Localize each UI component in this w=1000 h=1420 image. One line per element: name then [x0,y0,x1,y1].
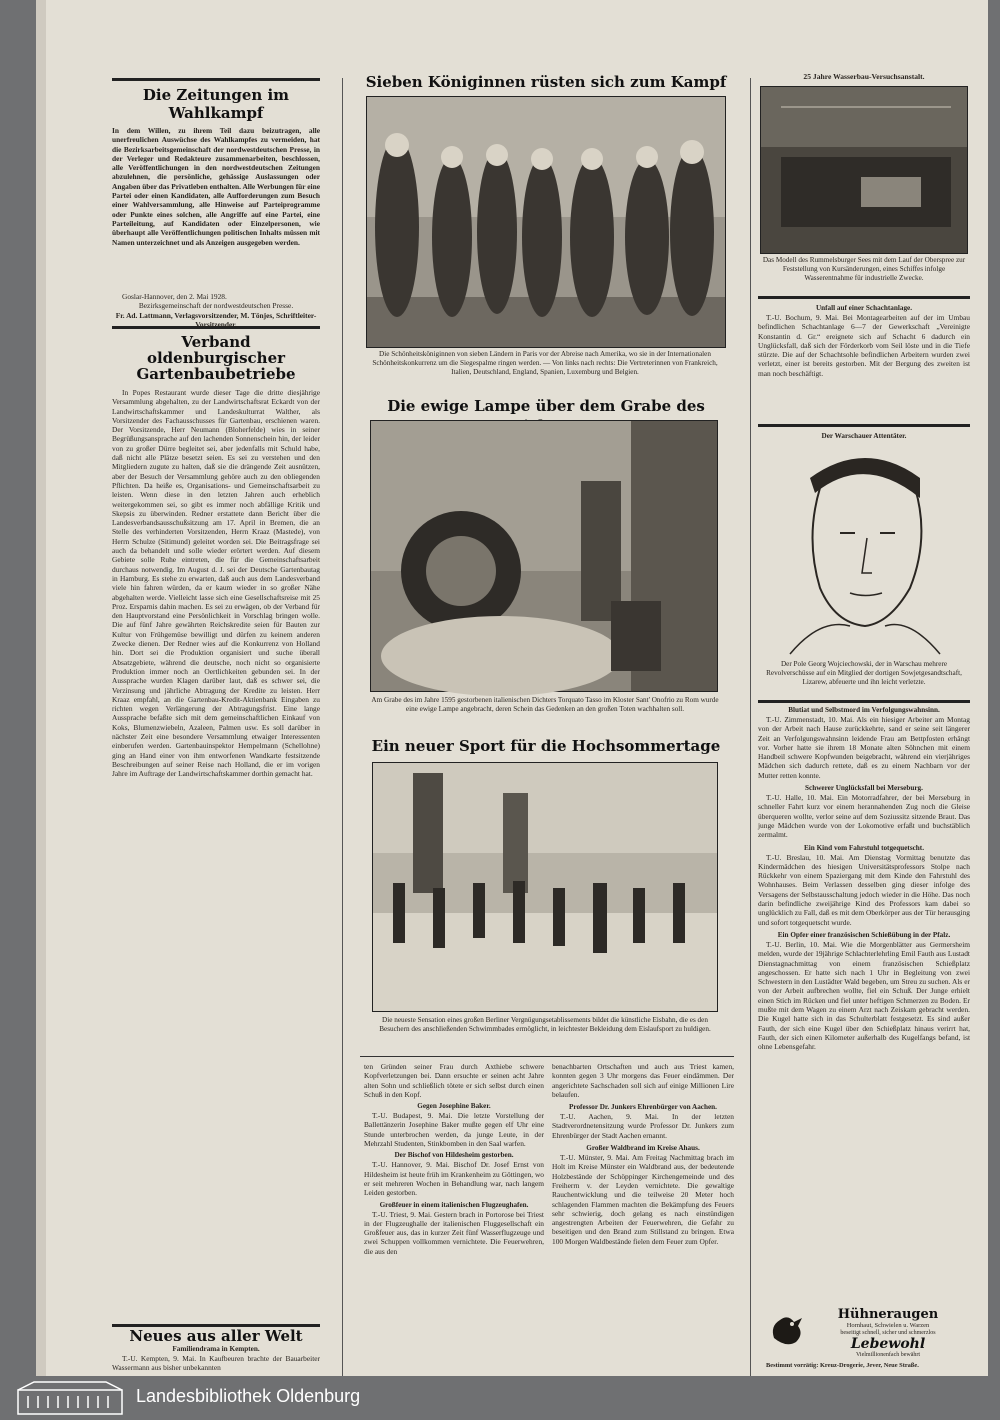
caption [366,1016,724,1050]
photo-model-lake-image [761,87,967,253]
headline: Neues aus aller Welt [129,1327,303,1345]
photo-ice-rink-image [373,763,717,1011]
article-text: T.-U. Bochum, 9. Mai. Bei Montagearbeiten auf der im Umbau befindlichen Schachtanlage 6—7 der Gewerkschaft „Vereinigte Konstantin d. Gr.“ ereignete sich auf Schacht 6 dadurch ein Unglücksfall, daß sich der Förderkorb vom Seil löste und in die Tiefe stürzte. Die auf der Schachtsohle befindlichen Arbeitern wurden zwei verletzt, einer ist bereits gestorben. Mit der Bergung des zweiten ist man noch beschäftigt. [758,313,970,378]
photo-beauty-queens-image [367,97,725,347]
ad-title: Hühneraugen [837,1307,939,1322]
ad-line: beseitigt schnell, sicher und schmerzlos [840,1330,936,1336]
article-text: In Popes Restaurant wurde dieser Tage die dritte diesjährige Versammlung abgehalten, zu der Landwirtschaftsrat Eckardt von der Landwirtschaftskammer und Landeskulturrat Walther, als Vorsitzender des Fachausschusses für Gartenbau, erschienen waren. Der Vorsitzende, Herr Neumann (Bloherfelde) wies in seiner Begrüßungsansprache auf den lachenden Sonnenschein hin, der leider von zu großer Dürre begleitet sei, aber jedenfalls mit Schuld habe, daß nicht alle Plätze besetzt seien. Es sei zu verstehen und den Mitgliedern zugute zu halten, daß sie die drängende Zeit ausnützen, aber der Besuch der Versammlung gehöre auch zu den obliegenden Pflichten. Da heiße es, Organisations- und Gemeinschaftsarbeit zu leisten. Wenn diese in den letzten Jahren auch erheblich weitergekommen sei, so gibt es immer noch abfällige Kritik und Skepsis zu überwinden. Redner erstattete dann Bericht über die Landesverbandsausschußsitzung am 17. April in Bremen, die an Stelle des verhinderten Vorsitzenden, Herrn Kraaz (Mastede), von Herrn Schulze (Sitimund) geleitet worden sei. Die Beitragsfrage sei auch da behandelt und solle wieder erörtert werden. Auf diesem Gebiete solle Ruhe eintreten, die für die Gemeinschaftsarbeit durchaus notwendig. Im August d. J. sei der Deutsche Gartenbautag in Hamburg. Es stehe zu erwarten, daß auch aus dem Landesverband viele hin fahren würden, da er kaum wieder in so großer Nähe abgehalten werde. Vielleicht lasse sich eine Gesellschaftsreise mit 25 Proz. Ersparnis dahin machen. Es sei zu erwägen, ob der Verband für den Hauptvorstand eine Persönlichkeit in Vorschlag bringen wolle. Die auf fünf Jahre gewährten Reichskredite seien für Bauten zur Kultur von Frühgemüse bewilligt und dürfen zu keinem anderen Zwecke dienen. Der Redner wies auf die Konkurrenz von Holland hin. Dort sei die Produktion organisiert und suche überall Absatzgebiete, während die deutsche, noch nicht so organisierte Produktion immer noch an Oertlichkeiten gebunden sei. In der Aussprache wurden Klagen darüber laut, daß es schwer sei, die Verzinsung und jährliche Abtragung der Kredite zu leisten. Herr Kraaz empfahl, an die Gartenbau-Kredit-Aktienbank Eingaben zu richten wegen Verlängerung der Abtragungsfrist. Eine lange Aussprache befaßte sich mit dem gemeinschaftlichen Einkauf von Koks, Blumenzwiebeln, Azaleen, Palmen usw. Es soll darüber in nächster Zeit eine besondere Versammlung etwaiger Interessenten einberufen werden. Gartenbauinspektor Hempelmann (Schellohne) ging an Hand einer von ihm entworfenen Wandkarte festsitzende Beschreibungen auf seiner Reise nach Holland, die er im vorigen Jahre im Auftrage der Landwirtschaftskammer dorthin gemacht hat. [112,388,320,779]
library-name: Landesbibliothek Oldenburg [136,1386,361,1406]
headline: 25 Jahre Wasserbau-Versuchsanstalt. [803,72,925,81]
article-text: T.-U. Breslau, 10. Mai. Am Dienstag Vormittag benutzte das Kindermädchen des hiesigen Universitätsprofessors Stolpe nach Rückkehr von einem Spaziergang mit dem Kinde den Fahrstuhl des Wohnhauses. Beim Verlassen desselben ging dieser infolge des Versagens der Selbstausschaltung jedoch wieder in die Höhe. Das noch darin befindliche zweijährige Kind des Professors kam dabei so unglücklich zu Fall, daß es mit dem Oberkörper aus der Tür herausging und sofort totgequetscht wurde. [758,852,970,927]
subheadline: Unfall auf einer Schachtanlage. [815,304,913,312]
page-edge [36,0,46,1376]
headline: Die ewige Lampe über dem Grabe des [387,397,705,415]
column-rule [342,78,343,1380]
rule [758,424,970,427]
headline-wrap [356,736,736,756]
article-text: T.-U. Hannover, 9. Mai. Bischof Dr. Josef Ernst von Hildesheim ist heute früh im Krankenheim zu Göttingen, wo er seit mehreren Wochen in Behandlung war, nach langem Leiden gestorben. [364,1160,544,1198]
article-neues [112,1328,320,1376]
subheadline: Großer Waldbrand im Kreise Ahaus. [586,1144,700,1153]
photo-caption: Die neueste Sensation eines großen Berliner Vergnügungsetablissements bildet die künstliche Eisbahn, die es den Besuchern des anschließenden Schwimmbades ermöglicht, in leichtester Bekleidung dem Eislaufsport zu huldigen. [379,1016,711,1033]
article-text: T.-U. Berlin, 10. Mai. Wie die Morgenblätter aus Germersheim melden, wurde der 19jährige Schlachterlehrling Emil Fauth aus Lustadt Dienstagnachmittag von einem französischen Schießplatz angeschossen. Er hatte sich nach 1 Uhr in Begleitung von zwei Schwestern in den Lustädter Wald begeben, um Streu zu suchen. Als er von der Arbeit aufbrechen wollte, fiel ein Schuß. Der Junge erhielt einen Stich im Rücken und fiel unter heftigen Schmerzen zu Boden. Er mußte mit dem Wagen zu einem Arzt nach Zeiskam gebracht werden. Die Kugel hatte sich in das Schulterblatt festgesetzt. Es sind außer Fauth, der sich eine Kugel über den Schießplatz hinaus verirrt hat, Fauth, der sich einen Kilometer außerhalb des Kugelfangs befand, ist ohne Lebensgefahr. [758,939,970,1052]
headline: Verband oldenburgischer Gartenbaubetriebe [136,333,296,383]
subheadline: Der Bischof von Hildesheim gestorben. [394,1151,514,1160]
portrait-sketch-image [770,448,958,654]
subheadline: Ein Opfer einer französischen Schießübung in der Pfalz. [777,930,951,939]
photo-caption: Das Modell des Rummelsburger Sees mit dem Lauf der Oberspree zur Feststellung von Kursänderungen, eines Schiffes infolge Wasserentnahme für industrielle Zwecke. [762,256,966,282]
advertisement [766,1308,966,1374]
rule [758,296,970,299]
library-building-icon [14,1380,126,1416]
photo-ice-rink [372,762,718,1012]
article-text: T.-U. Aachen, 9. Mai. In der letzten Stadtverordnetensitzung wurde Professor Dr. Junkers zum Ehrenbürger der Stadt Aachen ernannt. [552,1112,734,1140]
signature: Bezirksgemeinschaft der nordwestdeutschen Presse. [138,301,294,311]
sketch-portrait [770,448,958,654]
article-text: ten Gründen seiner Frau durch Axthiebe schwere Kopfverletzungen bei. Dann ersuchte er seinen acht Jahre alten Sohn und schließlich tötete er sich selbst durch einen Schuß in den Kopf. [364,1062,544,1099]
caption [366,696,724,730]
news-column-b [552,1062,734,1378]
article-text: T.-U. Zimmenstadt, 10. Mai. Als ein hiesiger Arbeiter am Montag von der Arbeit nach Hause zurückkehrte, sand er seine seit längerer Zeit an Verfolgungswahnsinn leidende Frau am Bettpfosten erhängt vor. Vorher hatte sie ihrem 18 Monate alten Söhnchen mit einem Handbeil schwere Kopfwunden beigebracht, während ein vierjähriges Mädchen sich dadurch rettete, daß es zu einem Nachbarn vor der Mutter retten konnte. [758,715,970,780]
article-text: T.-U. Münster, 9. Mai. Am Freitag Nachmittag brach im Holt im Kreise Münster ein Waldbrand aus, der bedeutende Holzbestände der Schöppinger Kirchengemeinde und des Freiherrn v. der Leyden vernichtete. Die gewaltige Rauchentwicklung und die teilweise 20 Meter hoch schlagenden Flammen machten die Bekämpfung des Feuers sehr schwierig, doch gelang es nach einstündigen angestrengten Arbeiten der Feuerwehren, die Gefahr zu beseitigen und den Brand zum Stillstand zu bringen. Etwa 100 Morgen Waldbestände fielen dem Feuer zum Opfer. [552,1153,734,1246]
headline: Ein neuer Sport für die Hochsommertage [371,737,721,755]
news-right [758,706,970,1306]
headline-wrap [356,396,736,416]
headline-wrap [758,72,970,84]
caption [758,256,970,292]
ad-footer: Bestimmt vorrätig: Kreuz-Drogerie, Jever, Neue Straße. [766,1362,919,1369]
article-schacht [758,304,970,422]
subheadline: Schwerer Unglücksfall bei Merseburg. [805,784,923,793]
article-text: benachbarten Ortschaften und auch aus Triest kamen, konnten gegen 3 Uhr morgens das Feuer eindämmen. Der angerichtete Sachschaden soll sich auf einige Millionen Lire belaufen. [552,1062,734,1099]
article-text: In dem Willen, zu ihrem Teil dazu beizutragen, alle unerfreulichen Auswüchse des Wahlkampfes zu vermeiden, hat die Bezirksarbeitsgemeinschaft der nordwestdeutschen Presse, in der Verleger und Redakteure zusammenarbeiten, beschlossen, alle Veröffentlichungen in den nordwestdeutschen Zeitungen abzulehnen, die persönliche, gehässige Auslassungen oder Angaben über das Privatleben enthalten. Alle Werbungen für eine Partei oder einen Kandidaten, alle Aufforderungen zum Besuch einer Wahlversammlung, alle Hinweise auf Parteiprogramme oder Punkte eines solchen, alle Angriffe auf eine Partei, eine Parteileitung, auf Kandidaten oder Einzelpersonen, wie überhaupt alle Veröffentlichungen politischen Inhalts müssen mit Namen unterzeichnet und als Anzeigen ausgegeben werden. [112,126,320,247]
photo-caption: Der Pole Georg Wojciechowski, der in Warschau mehrere Revolverschüsse auf ein Mitglied der dortigen Sowjetgesandtschaft, Lizarew, abfeuerte und ihn leicht verletzte. [766,660,962,686]
signature: Fr. Ad. Lattmann, Verlagsvorsitzender, M. Tönjes, Schriftleiter-Vorsitzender. [115,310,317,329]
ad-brand: Lebewohl [850,1336,926,1352]
article-text: T.-U. Budapest, 9. Mai. Die letzte Vorstellung der Ballettänzerin Josephine Baker mußte gegen elf Uhr eine Stunde unterbrochen werden, da junge Leute, in der Mehrzahl Studenten, Stinkbomben in den Saal warfen. [364,1111,544,1149]
photo-model-lake [760,86,968,254]
photo-tasso-lamp-image [371,421,717,691]
rule [360,1056,734,1057]
rule [112,78,320,81]
subheadline: Großfeuer in einem italienischen Flugzeughafen. [379,1200,529,1209]
ad-line: Hornhaut, Schwielen u. Warzen [846,1322,930,1329]
headline-wrap [356,72,736,92]
column-rule [750,78,751,1380]
news-column-a [364,1062,544,1378]
subheadline: Familiendrama in Kempten. [172,1345,260,1353]
headline: Sieben Königinnen rüsten sich zum Kampf [365,73,727,91]
article-gartenbau [112,334,320,1318]
photo-caption: Am Grabe des im Jahre 1595 gestorbenen italienischen Dichters Torquato Tasso im Kloster Sant' Onofrio zu Rom wurde eine ewige Lampe angebracht, deren Schein das Gedenken an den großen Toten wachhalten soll. [371,696,719,713]
photo-caption: Die Schönheitsköniginnen von sieben Ländern in Paris vor der Abreise nach Amerika, wo sie in der Internationalen Schönheitskonkurrenz um die Siegespalme ringen werden. — Von links nach rechts: Die Vertreterinnen von Frankreich, Italien, Deutschland, England, Spanien, Luxemburg und Belgien. [372,350,718,376]
rooster-icon [766,1308,810,1352]
subheadline: Der Warschauer Attentäter. [821,432,907,440]
article-text: T.-U. Triest, 9. Mai. Gestern brach in Portorose bei Triest in der Flugzeughalle der italienischen Fluggesellschaft ein Großfeuer aus, das in kurzer Zeit fünf Wasserflugzeuge und zwei Schuppen vollkommen vernichtete. Die Feuerwehren, die aus den [364,1209,544,1256]
subheadline: Professor Dr. Junkers Ehrenbürger von Aachen. [569,1103,717,1112]
caption [758,660,970,696]
rule [758,700,970,703]
article-text: T.-U. Kempten, 9. Mai. In Kaufbeuren brachte der Bauarbeiter Wassermann aus bisher unbekannten [112,1354,320,1373]
subheadline: Gegen Josephine Baker. [417,1102,491,1111]
article-zeitungen [112,86,320,329]
subheadline: Ein Kind vom Fahrstuhl totgequetscht. [803,843,924,852]
caption [366,350,724,392]
ad-line: Vielmillionenfach bewährt [855,1352,921,1358]
headline: Die Zeitungen im Wahlkampf [142,86,290,122]
dateline: Goslar-Hannover, den 2. Mai 1928. [122,292,227,301]
subheadline: Blutiat und Selbstmord im Verfolgungswahnsinn. [788,706,940,714]
headline-wrap [758,432,970,444]
photo-tasso-lamp [370,420,718,692]
photo-beauty-queens [366,96,726,348]
article-text: T.-U. Halle, 10. Mai. Ein Motorradfahrer, der bei Merseburg in schneller Fahrt kurz vor einem herannahenden Zug noch die Gleise überqueren wollte, verlor seine auf dem Soziussitz sitzende Braut. Das junge Mädchen wurde von der Lokomotive erfaßt und buchstäblich zermalmt. [758,793,970,840]
